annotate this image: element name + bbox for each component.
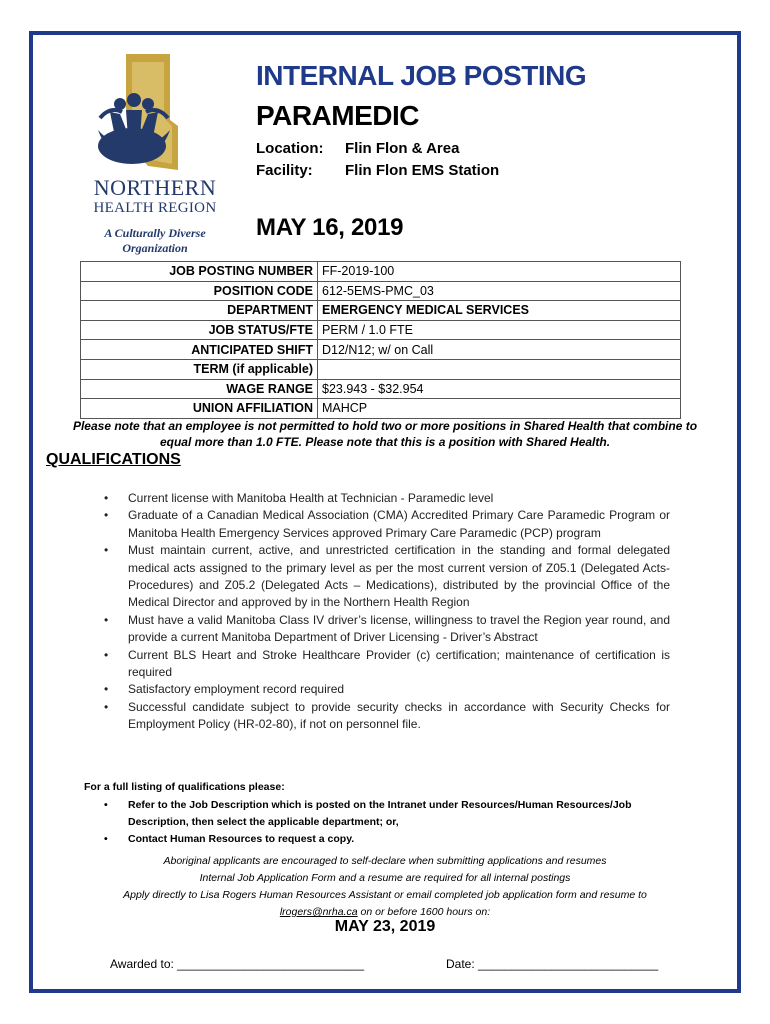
full-listing-text: Contact Human Resources to request a copy. [128, 833, 355, 845]
table-row [81, 262, 681, 282]
instruction-line2: Internal Job Application Form and a resume are required for all internal postings [199, 872, 571, 884]
full-listing-heading: For a full listing of qualifications please: [84, 781, 285, 793]
qualification-text: Graduate of a Canadian Medical Association (CMA) Accredited Primary Care Paramedic Program or Manitoba Health Emergency Services approved Primary Care Paramedic (PCP) program [128, 508, 670, 540]
list-item [100, 831, 680, 848]
detail-label: WAGE RANGE [81, 379, 318, 399]
qualifications-list [100, 490, 670, 734]
detail-label: ANTICIPATED SHIFT [81, 340, 318, 360]
location-value: Flin Flon & Area [345, 140, 460, 157]
qualifications-heading: QUALIFICATIONS [46, 451, 181, 468]
instruction-line1: Aboriginal applicants are encouraged to self-declare when submitting applications and resumes [163, 855, 607, 867]
posting-date: MAY 16, 2019 [256, 214, 404, 241]
instruction-line4-suffix: on or before 1600 hours on: [357, 906, 491, 918]
facility-label: Facility: [256, 162, 313, 179]
instruction-line3: Apply directly to Lisa Rogers Human Resources Assistant or email completed job application form and resume to [123, 889, 647, 901]
full-listing-text: Refer to the Job Description which is posted on the Intranet under Resources/Human Resources/Job Description, then select the applicable department; or, [128, 799, 632, 828]
location-label: Location: [256, 140, 324, 157]
email-link[interactable]: lrogers@nrha.ca [279, 906, 358, 918]
facility-value: Flin Flon EMS Station [345, 162, 500, 179]
posting-title: INTERNAL JOB POSTING [256, 60, 587, 91]
application-instructions [60, 853, 710, 921]
org-name-line2: HEALTH REGION [93, 200, 217, 216]
facility-row [256, 162, 499, 179]
fte-note-line1: Please note that an employee is not permitted to hold two or more positions in Shared Health that combine to [72, 419, 698, 433]
bullet-icon: • [104, 682, 109, 697]
list-item [100, 490, 670, 507]
bullet-icon: • [104, 647, 109, 662]
qualification-text: Current license with Manitoba Health at Technician - Paramedic level [128, 491, 494, 505]
detail-value: FF-2019-100 [318, 262, 681, 282]
detail-value: D12/N12; w/ on Call [318, 340, 681, 360]
fte-note [40, 418, 730, 450]
qualification-text: Current BLS Heart and Stroke Healthcare Provider (c) certification; maintenance of certification is required [128, 647, 670, 680]
list-item [100, 647, 670, 682]
org-tagline-line1: A Culturally Diverse [104, 226, 206, 240]
position-title: PARAMEDIC [256, 100, 419, 131]
job-details-table [80, 261, 681, 419]
bullet-icon: • [104, 508, 109, 523]
full-listing-list [100, 797, 680, 848]
detail-label: DEPARTMENT [81, 301, 318, 321]
detail-label: JOB STATUS/FTE [81, 320, 318, 340]
table-row [81, 359, 681, 379]
detail-value: EMERGENCY MEDICAL SERVICES [318, 301, 681, 321]
list-item [100, 797, 680, 831]
awarded-to-line: Awarded to: ____________________________ [110, 957, 365, 971]
detail-value: PERM / 1.0 FTE [318, 320, 681, 340]
detail-label: UNION AFFILIATION [81, 399, 318, 419]
table-row [81, 399, 681, 419]
table-row [81, 281, 681, 301]
list-item [100, 542, 670, 612]
qualification-text: Must have a valid Manitoba Class IV driver’s license, willingness to travel the Region year round, and provide a current Manitoba Department of Driver Licensing - Driver’s Abstract [128, 612, 670, 645]
detail-label: JOB POSTING NUMBER [81, 262, 318, 282]
closing-date: MAY 23, 2019 [334, 918, 436, 935]
table-row [81, 320, 681, 340]
qualification-text: Successful candidate subject to provide security checks in accordance with Security Checks for Employment Policy (HR-02-80), if not on personnel file. [128, 699, 670, 732]
qualification-text: Must maintain current, active, and unrestricted certification in the standing and formal delegated medical acts assigned to the primary level as per the most current version of Z05.1 (Delegated Acts-Procedures) and Z05.2 (Delegated Acts – Medications), distributed by the provincial Office of the Medical Director and approved by in the Northern Health Region [128, 543, 670, 610]
northern-health-region-logo [74, 48, 230, 260]
manitoba-emblem-icon [74, 48, 230, 178]
org-name-line1: NORTHERN [93, 175, 217, 200]
detail-value: $23.943 - $32.954 [318, 379, 681, 399]
bullet-icon: • [104, 699, 109, 714]
table-row [81, 379, 681, 399]
detail-label: TERM (if applicable) [81, 359, 318, 379]
bullet-icon: • [104, 833, 108, 845]
list-item [100, 681, 670, 698]
detail-label: POSITION CODE [81, 281, 318, 301]
list-item [100, 699, 670, 734]
table-row [81, 340, 681, 360]
date-line: Date: ___________________________ [446, 957, 659, 971]
org-tagline-line2: Organization [122, 241, 188, 255]
list-item [100, 507, 670, 542]
bullet-icon: • [104, 491, 109, 505]
bullet-icon: • [104, 612, 109, 627]
detail-value: 612-5EMS-PMC_03 [318, 281, 681, 301]
bullet-icon: • [104, 799, 108, 811]
bullet-icon: • [104, 543, 109, 558]
fte-note-line2: equal more than 1.0 FTE. Please note that this is a position with Shared Health. [159, 435, 611, 449]
location-row [256, 140, 459, 157]
qualification-text: Satisfactory employment record required [128, 682, 345, 697]
table-row [81, 301, 681, 321]
detail-value [318, 359, 681, 379]
detail-value: MAHCP [318, 399, 681, 419]
list-item [100, 612, 670, 647]
